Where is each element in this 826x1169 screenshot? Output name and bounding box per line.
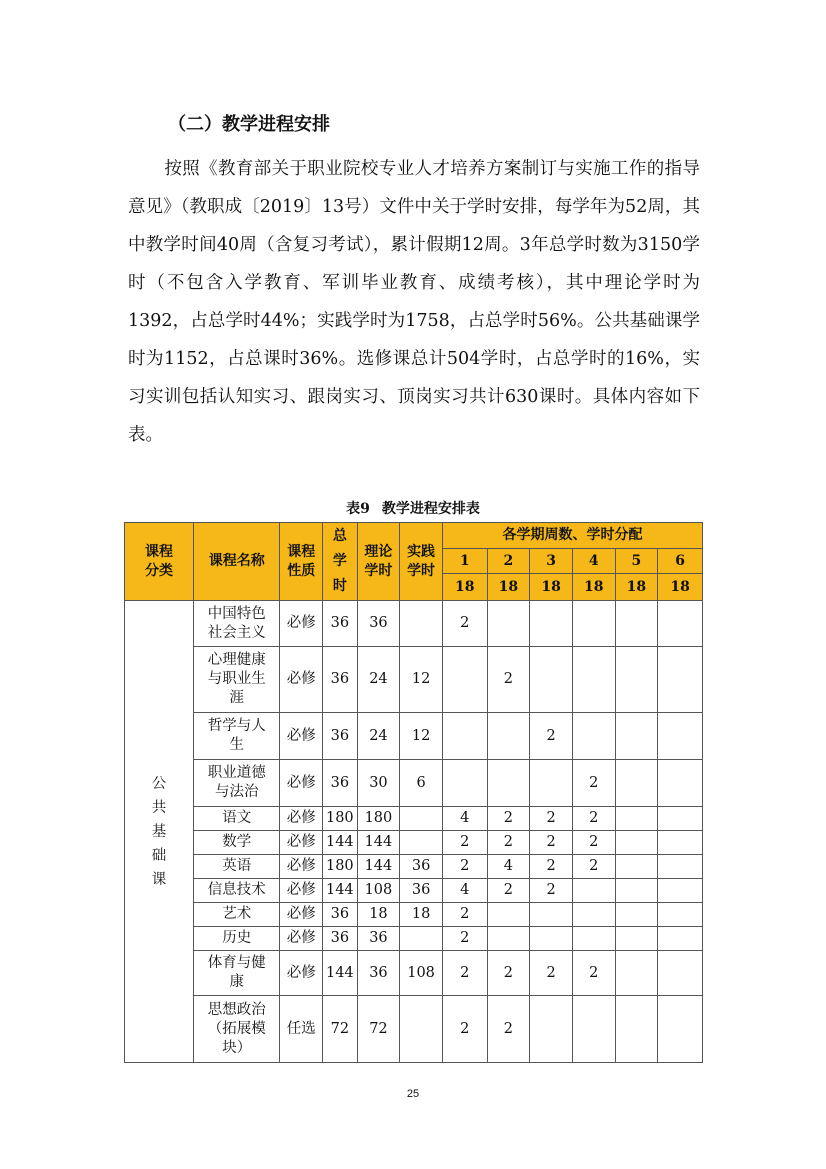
theory-hours: 24 [357,713,400,760]
semester-5-hours [615,996,658,1063]
course-nature: 必修 [280,807,323,831]
semester-6-hours [658,951,703,996]
semester-5-hours [615,855,658,879]
semester-number: 2 [487,549,530,574]
total-hours: 36 [323,713,358,760]
semester-4-hours: 2 [572,855,615,879]
course-name: 语文 [194,807,280,831]
header-category: 课程分类 [125,523,194,601]
table-title: 教学进程安排表 [381,501,480,517]
category-cell: 公共基础课 [125,601,194,1063]
table-row [125,879,703,903]
semester-2-hours [487,601,530,647]
semester-6-hours [658,647,703,713]
course-name: 历史 [194,927,280,951]
header-nature: 课程性质 [280,523,323,601]
course-name: 艺术 [194,903,280,927]
semester-1-hours: 2 [442,903,487,927]
course-name: 哲学与人生 [194,713,280,760]
header-practice: 实践学时 [400,523,443,601]
semester-1-hours: 2 [442,951,487,996]
total-hours: 36 [323,903,358,927]
paragraph-text: 按照《教育部关于职业院校专业人才培养方案制订与实施工作的指导意见》（教职成〔2019〕13号）文件中关于学时安排，每学年为52周，其中教学时间40周（含复习考试），累计假期12周。3年总学时数为3150学时（不包含入学教育、军训毕业教育、成绩考核），其中理论学时为1392，占总学时44%；实践学时为1758，占总学时56%。公共基础课学时为1152，占总课时36%。选修课总计504学时，占总学时的16%，实习实训包括认知实习、跟岗实习、顶岗实习共计630课时。具体内容如下表。 [128,159,700,445]
total-hours: 180 [323,855,358,879]
semester-2-hours: 2 [487,807,530,831]
semester-2-hours: 2 [487,831,530,855]
practice-hours [400,807,443,831]
table-row [125,647,703,713]
course-name: 职业道德与法治 [194,760,280,807]
theory-hours: 30 [357,760,400,807]
course-name: 心理健康与职业生涯 [194,647,280,713]
course-nature: 必修 [280,760,323,807]
semester-6-hours [658,903,703,927]
semester-6-hours [658,760,703,807]
total-hours: 36 [323,601,358,647]
semester-weeks: 18 [615,574,658,601]
section-heading: （二）教学进程安排 [168,114,330,135]
practice-hours: 108 [400,951,443,996]
semester-1-hours: 2 [442,927,487,951]
semester-4-hours [572,879,615,903]
semester-3-hours: 2 [530,807,573,831]
course-name: 数学 [194,831,280,855]
semester-6-hours [658,855,703,879]
semester-5-hours [615,951,658,996]
practice-hours: 12 [400,713,443,760]
table-row [125,855,703,879]
practice-hours [400,831,443,855]
semester-2-hours: 2 [487,647,530,713]
semester-1-hours: 4 [442,807,487,831]
course-name: 中国特色社会主义 [194,601,280,647]
semester-4-hours: 2 [572,831,615,855]
course-nature: 必修 [280,879,323,903]
semester-weeks: 18 [487,574,530,601]
table-row [125,951,703,996]
semester-5-hours [615,903,658,927]
semester-4-hours [572,927,615,951]
semester-3-hours [530,996,573,1063]
total-hours: 36 [323,647,358,713]
semester-3-hours: 2 [530,713,573,760]
semester-2-hours: 4 [487,855,530,879]
semester-2-hours: 2 [487,879,530,903]
semester-3-hours: 2 [530,831,573,855]
semester-3-hours [530,927,573,951]
semester-6-hours [658,601,703,647]
table-number: 表9 [346,501,370,517]
total-hours: 36 [323,927,358,951]
table-row [125,807,703,831]
table-row [125,760,703,807]
semester-5-hours [615,601,658,647]
practice-hours: 18 [400,903,443,927]
semester-3-hours: 2 [530,951,573,996]
table-row [125,927,703,951]
semester-4-hours: 2 [572,760,615,807]
total-hours: 36 [323,760,358,807]
semester-weeks: 18 [442,574,487,601]
theory-hours: 36 [357,951,400,996]
semester-6-hours [658,996,703,1063]
practice-hours [400,601,443,647]
semester-5-hours [615,927,658,951]
theory-hours: 24 [357,647,400,713]
body-paragraph [128,150,700,454]
semester-1-hours: 2 [442,601,487,647]
semester-3-hours: 2 [530,855,573,879]
semester-6-hours [658,879,703,903]
semester-4-hours [572,713,615,760]
theory-hours: 144 [357,855,400,879]
course-name: 体育与健康 [194,951,280,996]
course-nature: 必修 [280,647,323,713]
course-nature: 必修 [280,855,323,879]
semester-6-hours [658,713,703,760]
header-name: 课程名称 [194,523,280,601]
semester-1-hours: 2 [442,831,487,855]
theory-hours: 180 [357,807,400,831]
course-name: 信息技术 [194,879,280,903]
course-name: 英语 [194,855,280,879]
semester-1-hours [442,760,487,807]
semester-5-hours [615,831,658,855]
course-nature: 必修 [280,601,323,647]
semester-1-hours [442,647,487,713]
table-row [125,831,703,855]
semester-number: 5 [615,549,658,574]
semester-3-hours [530,601,573,647]
semester-1-hours: 2 [442,855,487,879]
theory-hours: 72 [357,996,400,1063]
semester-4-hours [572,903,615,927]
practice-hours: 6 [400,760,443,807]
semester-5-hours [615,879,658,903]
total-hours: 144 [323,831,358,855]
theory-hours: 108 [357,879,400,903]
course-nature: 任选 [280,996,323,1063]
semester-4-hours: 2 [572,951,615,996]
practice-hours: 12 [400,647,443,713]
header-total: 总学时 [323,523,358,601]
table-row [125,903,703,927]
semester-4-hours [572,996,615,1063]
semester-2-hours: 2 [487,951,530,996]
practice-hours: 36 [400,855,443,879]
course-nature: 必修 [280,903,323,927]
semester-2-hours [487,713,530,760]
semester-2-hours: 2 [487,996,530,1063]
semester-2-hours [487,903,530,927]
header-semesters: 各学期周数、学时分配 [442,523,702,549]
semester-weeks: 18 [530,574,573,601]
theory-hours: 36 [357,927,400,951]
total-hours: 144 [323,951,358,996]
semester-2-hours [487,927,530,951]
theory-hours: 36 [357,601,400,647]
semester-number: 1 [442,549,487,574]
semester-5-hours [615,713,658,760]
semester-4-hours [572,601,615,647]
course-nature: 必修 [280,927,323,951]
schedule-table [124,522,703,1063]
semester-weeks: 18 [658,574,703,601]
course-nature: 必修 [280,831,323,855]
semester-4-hours [572,647,615,713]
semester-6-hours [658,927,703,951]
total-hours: 72 [323,996,358,1063]
semester-3-hours [530,760,573,807]
semester-1-hours: 4 [442,879,487,903]
semester-5-hours [615,807,658,831]
semester-3-hours [530,903,573,927]
semester-6-hours [658,831,703,855]
semester-1-hours: 2 [442,996,487,1063]
course-name: 思想政治（拓展模块） [194,996,280,1063]
header-theory: 理论学时 [357,523,400,601]
total-hours: 144 [323,879,358,903]
semester-number: 4 [572,549,615,574]
theory-hours: 18 [357,903,400,927]
table-row [125,601,703,647]
practice-hours: 36 [400,879,443,903]
theory-hours: 144 [357,831,400,855]
course-nature: 必修 [280,951,323,996]
semester-1-hours [442,713,487,760]
semester-number: 3 [530,549,573,574]
semester-2-hours [487,760,530,807]
semester-5-hours [615,647,658,713]
table-row [125,713,703,760]
page-number: 25 [406,1088,420,1100]
course-nature: 必修 [280,713,323,760]
semester-3-hours: 2 [530,879,573,903]
semester-4-hours: 2 [572,807,615,831]
semester-3-hours [530,647,573,713]
table-row [125,996,703,1063]
semester-weeks: 18 [572,574,615,601]
semester-number: 6 [658,549,703,574]
semester-5-hours [615,760,658,807]
practice-hours [400,927,443,951]
total-hours: 180 [323,807,358,831]
semester-6-hours [658,807,703,831]
practice-hours [400,996,443,1063]
table-caption [0,498,826,518]
